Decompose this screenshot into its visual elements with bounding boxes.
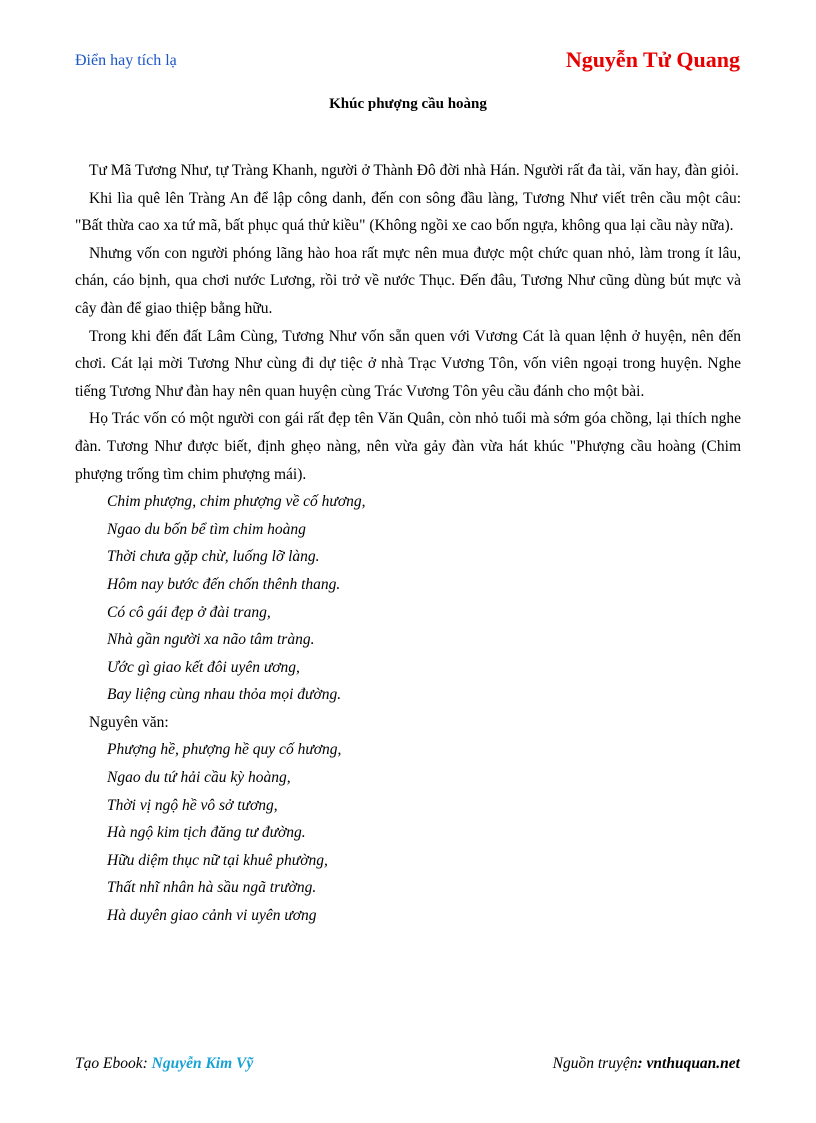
footer-source-credit: Nguồn truyện: vnthuquan.net	[552, 1055, 740, 1072]
poem-line: Có cô gái đẹp ở đài trang,	[107, 603, 271, 621]
original-text-label: Nguyên văn:	[89, 713, 169, 731]
poem-line: Ngao du tứ hải cầu kỳ hoàng,	[107, 769, 291, 787]
poem-line: Thời vị ngộ hề vô sở tương,	[107, 796, 278, 814]
poem-line: Hữu diệm thục nữ tại khuê phường,	[107, 851, 328, 869]
poem-original	[75, 736, 741, 929]
story-body	[75, 157, 741, 930]
paragraph: Tư Mã Tương Như, tự Tràng Khanh, người ở Thành Đô đời nhà Hán. Người rất đa tài, văn hay, đàn giỏi.	[89, 162, 739, 179]
header-author: Nguyễn Tử Quang	[565, 47, 740, 72]
ebook-creator-name: Nguyễn Kim Vỹ	[151, 1055, 254, 1072]
paragraph: Trong khi đến đất Lâm Cùng, Tương Như vốn sẵn quen với Vương Cát là quan lệnh ở huyện, nên đến chơi. Cát lại mời Tương Như cùng đi dự tiệc ở nhà Trạc Vương Tôn, vốn viên ngoại trong huyện. Nghe tiếng Tương Như đàn hay nên quan huyện cùng Trác Vương Tôn yêu cầu đánh cho một bài.	[75, 327, 741, 400]
poem-line: Nhà gần người xa não tâm tràng.	[107, 631, 315, 649]
poem-line: Thất nhĩ nhân hà sầu ngã trường.	[107, 879, 317, 897]
footer-ebook-credit: Tạo Ebook: Nguyễn Kim Vỹ	[75, 1055, 254, 1072]
poem-line: Chim phượng, chim phượng về cố hương,	[107, 493, 366, 511]
poem-line: Hà duyên giao cảnh vi uyên ương	[107, 907, 317, 925]
poem-translation	[75, 488, 741, 709]
poem-line: Bay liệng cùng nhau thỏa mọi đường.	[107, 686, 342, 704]
poem-line: Hôm nay bước đến chốn thênh thang.	[107, 575, 341, 593]
paragraph: Họ Trác vốn có một người con gái rất đẹp tên Văn Quân, còn nhỏ tuổi mà sớm góa chồng, lại thích nghe đàn. Tương Như được biết, định ghẹo nàng, nên vừa gảy đàn vừa hát khúc "Phượng cầu hoàng (Chim phượng trống tìm chim phượng mái).	[75, 410, 741, 483]
poem-line: Thời chưa gặp chừ, luống lỡ làng.	[107, 548, 320, 566]
poem-line: Hà ngộ kim tịch đăng tư đường.	[107, 824, 306, 842]
source-label: Nguồn truyện	[552, 1055, 638, 1072]
poem-line: Phượng hề, phượng hề quy cố hương,	[107, 741, 342, 759]
paragraph: Khi lìa quê lên Tràng An để lập công danh, đến con sông đầu làng, Tương Như viết trên cầu một câu: "Bất thừa cao xa tứ mã, bất phục quá thử kiều" (Không ngồi xe cao bốn ngựa, không qua lại cầu này nữa).	[75, 189, 741, 235]
story-title: Khúc phượng cầu hoàng	[329, 96, 487, 112]
paragraph: Nhưng vốn con người phóng lãng hào hoa rất mực nên mua được một chức quan nhỏ, làm trong ít lâu, chán, cáo bịnh, qua chơi nước Lương, rồi trở về nước Thục. Đến đâu, Tương Như cũng dùng bút mực và cây đàn để giao thiệp bằng hữu.	[75, 244, 741, 317]
poem-line: Ngao du bốn bể tìm chim hoàng	[107, 520, 306, 538]
header-category: Điển hay tích lạ	[75, 52, 177, 69]
source-site: vnthuquan.net	[646, 1055, 740, 1072]
ebook-label: Tạo Ebook	[75, 1055, 143, 1072]
poem-line: Ước gì giao kết đôi uyên ương,	[107, 658, 300, 676]
